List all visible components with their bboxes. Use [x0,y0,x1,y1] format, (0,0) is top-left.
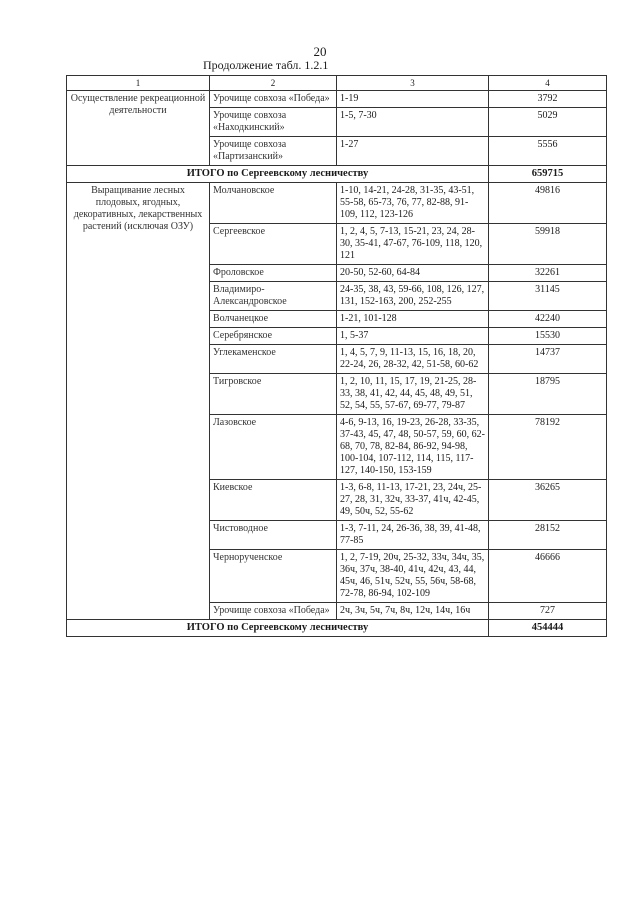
table-row [67,91,607,108]
value-cell: 59918 [489,224,607,265]
value-cell: 31145 [489,282,607,311]
value-cell: 727 [489,603,607,620]
quarters-cell: 1-10, 14-21, 24-28, 31-35, 43-51, 55-58, 65-73, 76, 77, 82-88, 91-109, 112, 123-126 [337,183,489,224]
table-header-row [67,76,607,91]
area-cell: Владимиро-Александровское [210,282,337,311]
value-cell: 18795 [489,374,607,415]
quarters-cell: 1, 2, 4, 5, 7-13, 15-21, 23, 24, 28-30, 35-41, 47-67, 76-109, 118, 120, 121 [337,224,489,265]
header-cell: 3 [337,76,489,91]
quarters-cell: 1-3, 6-8, 11-13, 17-21, 23, 24ч, 25-27, 28, 31, 32ч, 33-37, 41ч, 42-45, 49, 50ч, 52, 55-62 [337,480,489,521]
value-cell: 78192 [489,415,607,480]
value-cell: 42240 [489,311,607,328]
area-cell: Урочище совхоза «Партизанский» [210,137,337,166]
area-cell: Киевское [210,480,337,521]
quarters-cell: 1, 2, 10, 11, 15, 17, 19, 21-25, 28-33, 38, 41, 42, 44, 45, 48, 49, 51, 52, 54, 55, 57-67, 69-77, 79-87 [337,374,489,415]
total-value: 659715 [489,166,607,183]
total-row [67,166,607,183]
total-row [67,620,607,637]
quarters-cell: 4-6, 9-13, 16, 19-23, 26-28, 33-35, 37-43, 45, 47, 48, 50-57, 59, 60, 62-68, 70, 78, 82-84, 86-92, 94-98, 100-104, 107-112, 114, 115, 117-127, 140-150, 153-159 [337,415,489,480]
area-cell: Углекаменское [210,345,337,374]
header-cell: 2 [210,76,337,91]
area-cell: Урочище совхоза «Победа» [210,91,337,108]
activity-cell: Осуществление рекреационной деятельности [67,91,210,166]
area-cell: Урочище совхоза «Находкинский» [210,108,337,137]
value-cell: 28152 [489,521,607,550]
page-number: 20 [313,44,327,59]
activity-cell: Выращивание лесных плодовых, ягодных, декоративных, лекарственных растений (исключая ОЗУ) [67,183,210,620]
value-cell: 15530 [489,328,607,345]
value-cell: 49816 [489,183,607,224]
quarters-cell: 1-27 [337,137,489,166]
area-cell: Урочище совхоза «Победа» [210,603,337,620]
value-cell: 46666 [489,550,607,603]
area-cell: Серебрянское [210,328,337,345]
value-cell: 36265 [489,480,607,521]
area-cell: Сергеевское [210,224,337,265]
quarters-cell: 1-21, 101-128 [337,311,489,328]
quarters-cell: 20-50, 52-60, 64-84 [337,265,489,282]
area-cell: Молчановское [210,183,337,224]
quarters-cell: 1-3, 7-11, 24, 26-36, 38, 39, 41-48, 77-85 [337,521,489,550]
quarters-cell: 1-5, 7-30 [337,108,489,137]
total-label: ИТОГО по Сергеевскому лесничеству [67,166,489,183]
quarters-cell: 2ч, 3ч, 5ч, 7ч, 8ч, 12ч, 14ч, 16ч [337,603,489,620]
quarters-cell: 1, 2, 7-19, 20ч, 25-32, 33ч, 34ч, 35, 36ч, 37ч, 38-40, 41ч, 42ч, 43, 44, 45ч, 46, 51ч, 52ч, 55, 56ч, 58-68, 72-78, 86-94, 102-109 [337,550,489,603]
header-cell: 1 [67,76,210,91]
quarters-cell: 1-19 [337,91,489,108]
quarters-cell: 1, 5-37 [337,328,489,345]
total-label: ИТОГО по Сергеевскому лесничеству [67,620,489,637]
value-cell: 5556 [489,137,607,166]
quarters-cell: 24-35, 38, 43, 59-66, 108, 126, 127, 131, 152-163, 200, 252-255 [337,282,489,311]
area-cell: Тигровское [210,374,337,415]
total-value: 454444 [489,620,607,637]
area-cell: Чистоводное [210,521,337,550]
table-caption: Продолжение табл. 1.2.1 [203,58,329,72]
forestry-table [66,75,607,637]
table-row [67,183,607,224]
area-cell: Волчанецкое [210,311,337,328]
area-cell: Чернорученское [210,550,337,603]
area-cell: Лазовское [210,415,337,480]
value-cell: 5029 [489,108,607,137]
quarters-cell: 1, 4, 5, 7, 9, 11-13, 15, 16, 18, 20, 22-24, 26, 28-32, 42, 51-58, 60-62 [337,345,489,374]
value-cell: 14737 [489,345,607,374]
header-cell: 4 [489,76,607,91]
area-cell: Фроловское [210,265,337,282]
value-cell: 3792 [489,91,607,108]
value-cell: 32261 [489,265,607,282]
